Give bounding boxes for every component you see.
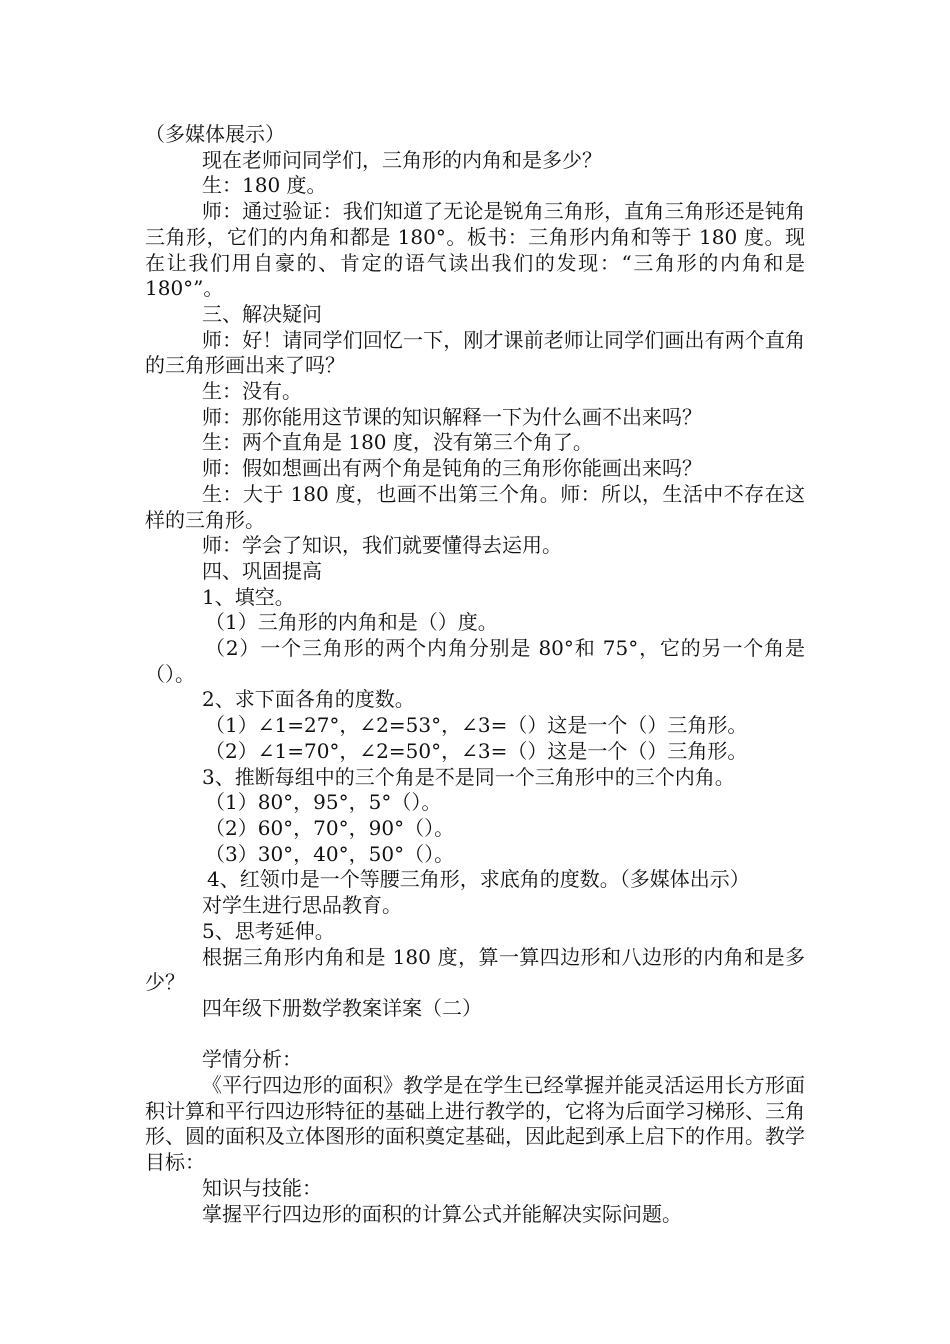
exercise-item: （2）一个三角形的两个内角分别是 80°和 75°，它的另一个角是（）。 (145, 636, 805, 686)
text-paragraph: 师：好！请同学们回忆一下，刚才课前老师让同学们画出有两个直角的三角形画出来了吗？ (145, 327, 805, 378)
exercise-item: （1）∠1=27°，∠2=53°，∠3=（）这是一个（）三角形。 (205, 713, 748, 738)
exercise-heading: 5、思考延伸。 (202, 918, 335, 943)
exercise-heading: 2、求下面各角的度数。 (202, 687, 415, 712)
exercise-heading: 1、填空。 (202, 584, 295, 609)
exercise-item: （3）30°，40°，50°（）。 (205, 841, 455, 866)
exercise-item: （2）60°，70°，90°（）。 (205, 815, 455, 840)
exercise-item: （2）∠1=70°，∠2=50°，∠3=（）这是一个（）三角形。 (205, 738, 748, 763)
text-paragraph: 《平行四边形的面积》教学是在学生已经掌握并能灵活运用长方形面积计算和平行四边形特征的基础上进行教学的，它将为后面学习梯形、三角形、圆的面积及立体图形的面积奠定基础，因此起到承上启下的作用。教学目标： (145, 1073, 805, 1175)
text-line: 生：180 度。 (202, 173, 327, 198)
text-line: 师：假如想画出有两个角是钝角的三角形你能画出来吗？ (202, 456, 702, 481)
text-line: 生：两个直角是 180 度，没有第三个角了。 (202, 430, 593, 455)
exercise-item: （1）80°，95°，5°（）。 (205, 790, 442, 815)
document-title: 四年级下册数学教案详案（二） (202, 995, 482, 1020)
exercise-heading: 3、推断每组中的三个角是不是同一个三角形中的三个内角。 (202, 764, 735, 789)
text-line: 掌握平行四边形的面积的计算公式并能解决实际问题。 (202, 1201, 682, 1226)
section-heading: 学情分析： (202, 1047, 302, 1072)
document-page (145, 122, 805, 1227)
text-paragraph: 根据三角形内角和是 180 度，算一算四边形和八边形的内角和是多少？ (145, 944, 805, 995)
blank-line (145, 1022, 805, 1048)
section-heading: 三、解决疑问 (202, 301, 322, 326)
exercise-heading: 4、红领巾是一个等腰三角形，求底角的度数。（多媒体出示） (207, 867, 750, 892)
text-line: （多媒体展示） (145, 122, 285, 146)
text-line: 生：没有。 (202, 379, 302, 404)
section-heading: 知识与技能： (202, 1175, 322, 1200)
text-line: 现在老师问同学们，三角形的内角和是多少？ (202, 147, 602, 172)
text-paragraph: 生：大于 180 度，也画不出第三个角。师：所以，生活中不存在这样的三角形。 (145, 481, 805, 532)
text-line: 师：学会了知识，我们就要懂得去运用。 (202, 533, 562, 558)
text-paragraph: 师：通过验证：我们知道了无论是锐角三角形，直角三角形还是钝角三角形，它们的内角和都是 180°。板书：三角形内角和等于 180 度。现在让我们用自豪的、肯定的语气读出我们的发现：“三角形的内角和是 180°”。 (145, 199, 805, 301)
section-heading: 四、巩固提高 (202, 558, 322, 583)
exercise-item: （1）三角形的内角和是（）度。 (205, 610, 498, 635)
text-line: 师：那你能用这节课的知识解释一下为什么画不出来吗？ (202, 404, 702, 429)
text-line: 对学生进行思品教育。 (202, 893, 402, 918)
